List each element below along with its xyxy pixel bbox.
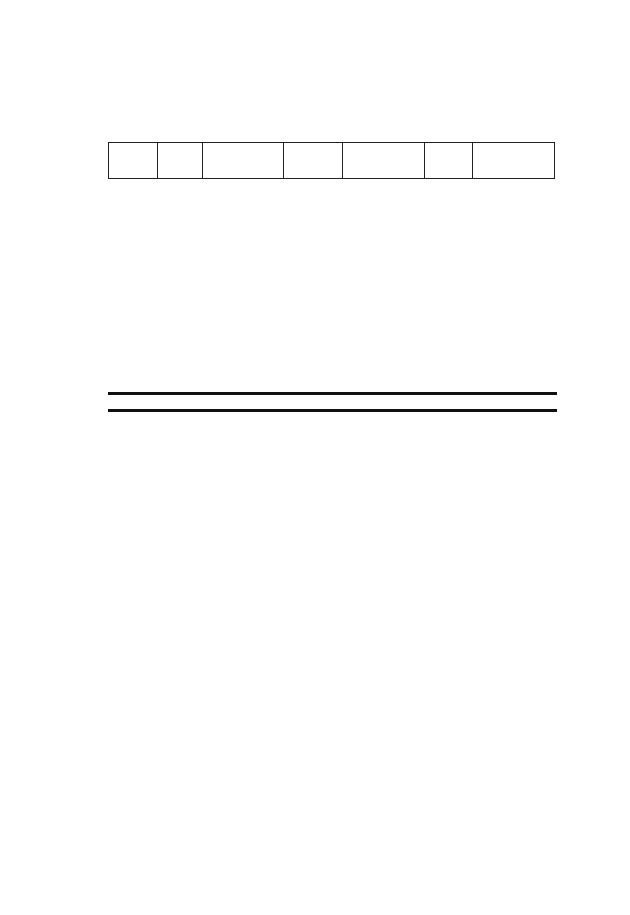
header-rate (425, 143, 473, 179)
header-eligible (203, 143, 284, 179)
section-separator (108, 392, 557, 395)
section-separator (108, 409, 557, 412)
header-time (109, 143, 158, 179)
header-nonvoters (343, 143, 425, 179)
header-remarks (473, 143, 555, 179)
header-gender (158, 143, 203, 179)
turnout-table-morning (108, 142, 555, 179)
header-voters (284, 143, 343, 179)
